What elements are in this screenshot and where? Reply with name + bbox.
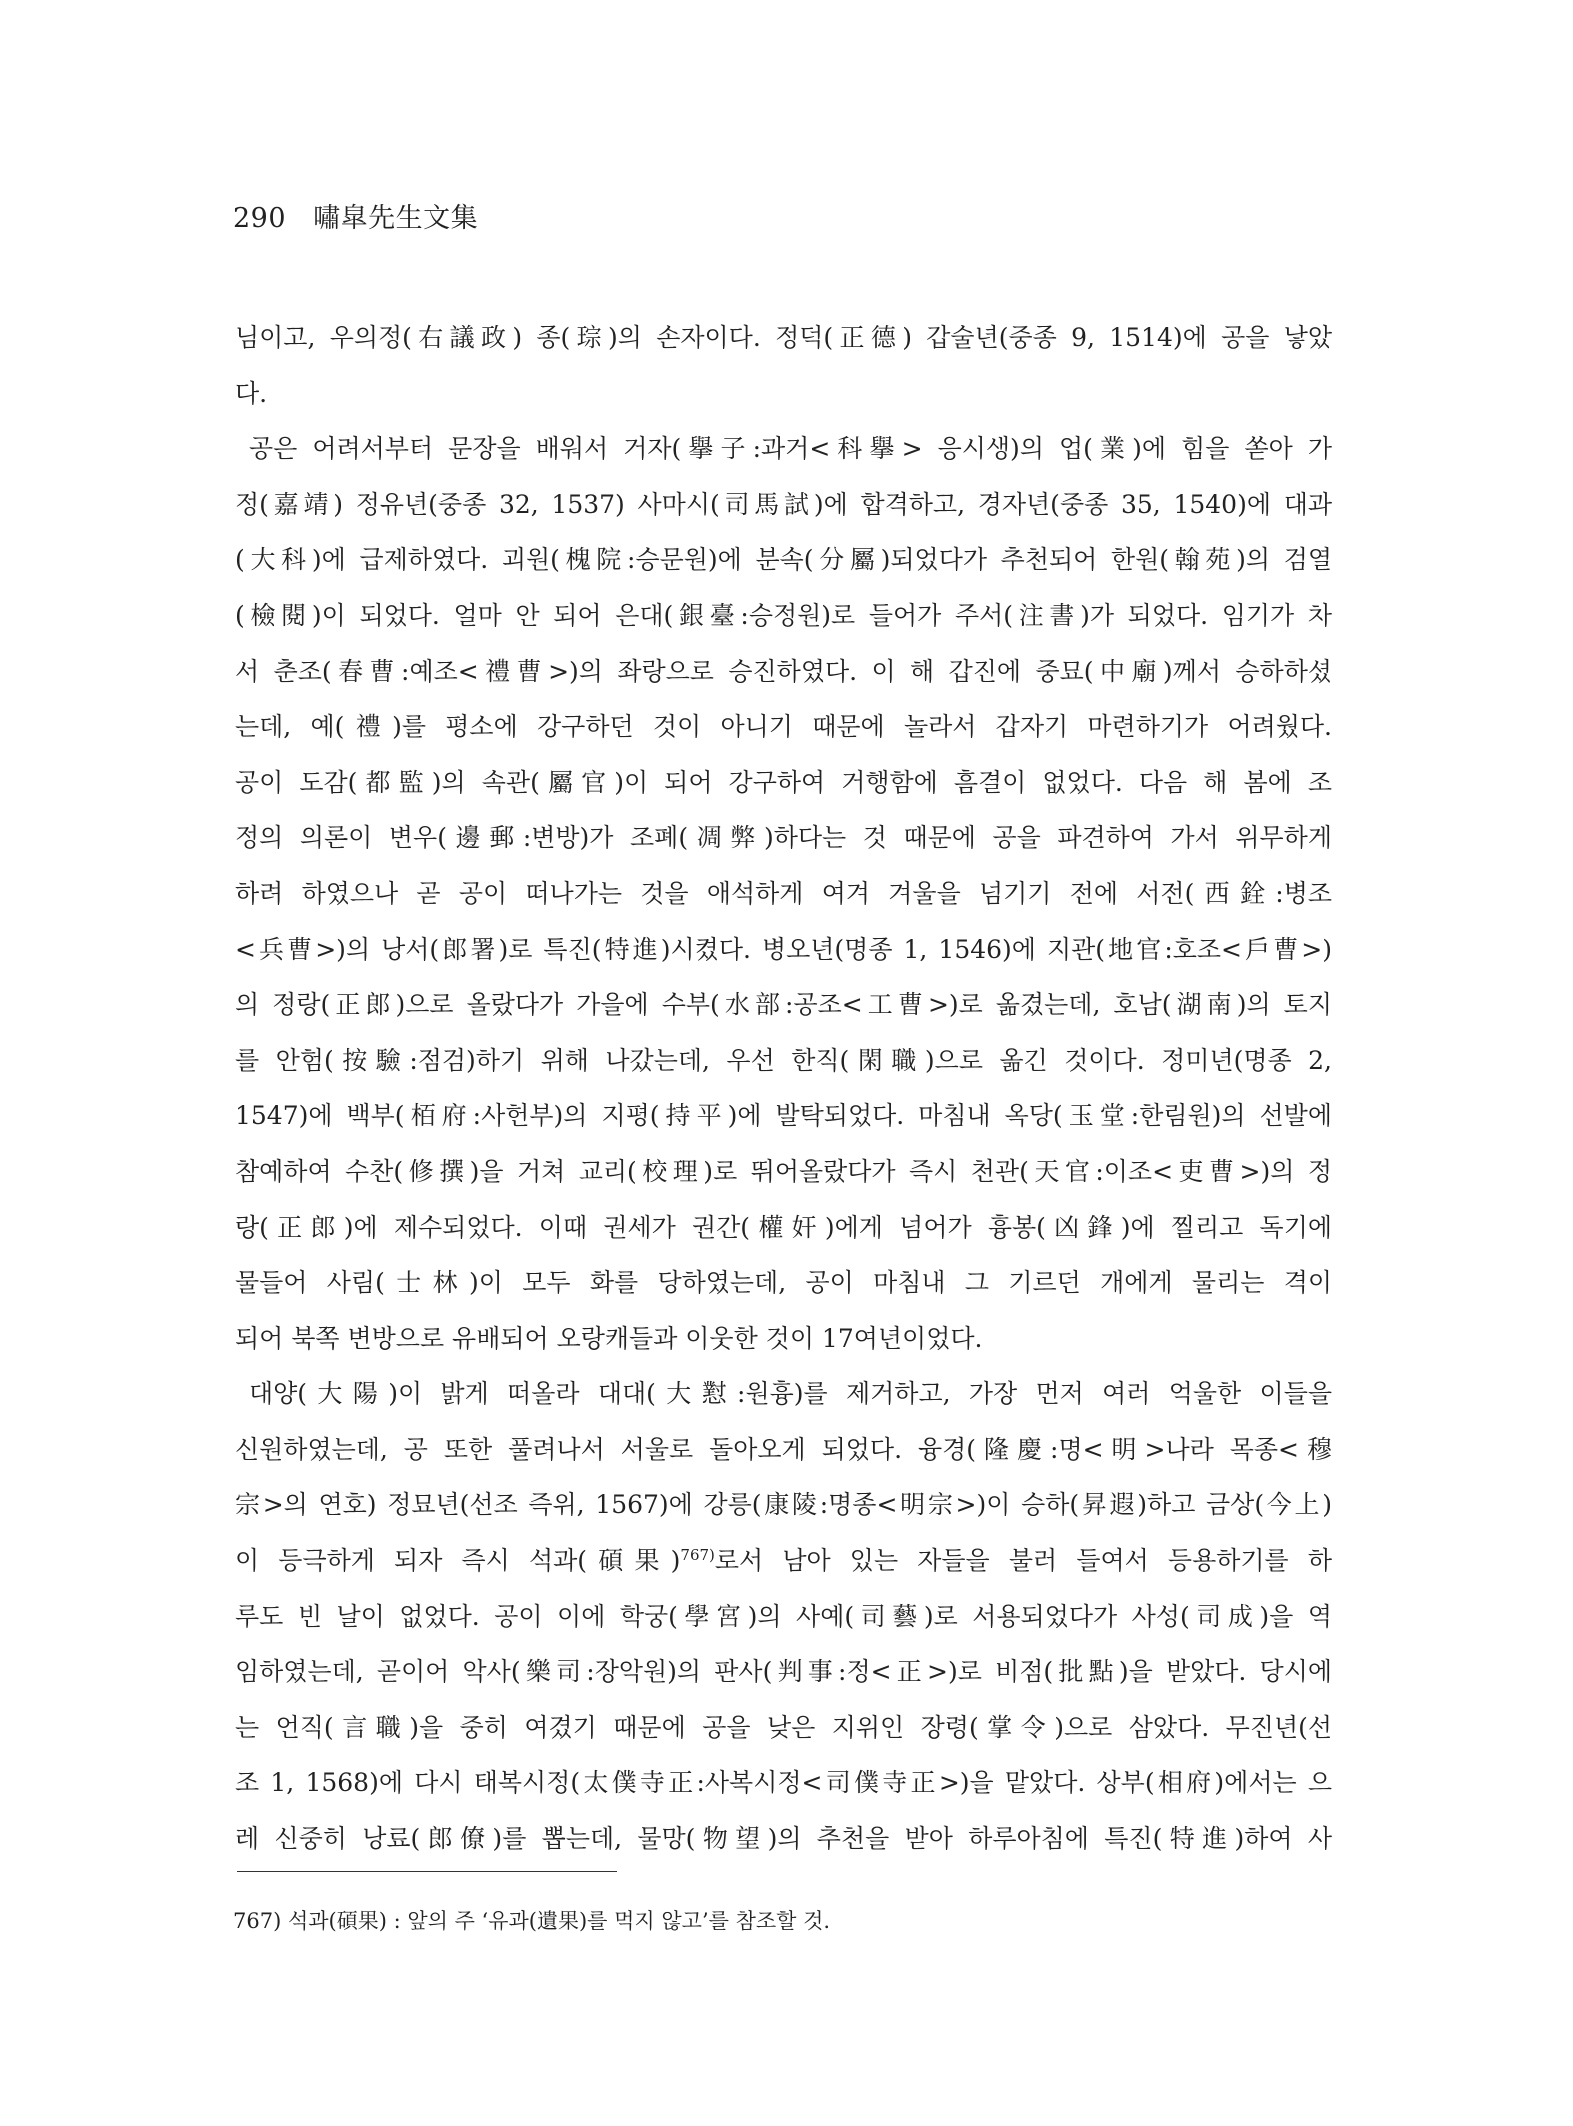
text-line: 의 정랑(正郎)으로 올랐다가 가을에 수부(水部:공조<工曹>)로 옮겼는데, 호남(湖南)의 토지 xyxy=(235,990,1332,1020)
text-line: 조 1, 1568)에 다시 태복시정(太僕寺正:사복시정<司僕寺正>)을 맡았다. 상부(相府)에서는 으 xyxy=(235,1768,1332,1798)
text-line: 공이 도감(都監)의 속관(屬官)이 되어 강구하여 거행함에 흠결이 없었다. 다음 해 봄에 조 xyxy=(235,767,1332,797)
text-line: 서 춘조(春曹:예조<禮曹>)의 좌랑으로 승진하였다. 이 해 갑진에 중묘(中廟)께서 승하하셨 xyxy=(235,656,1332,686)
text-line: 는 언직(言職)을 중히 여겼기 때문에 공을 낮은 지위인 장령(掌令)으로 삼았다. 무진년(선 xyxy=(235,1712,1332,1742)
running-header xyxy=(233,196,478,235)
footnote-divider xyxy=(237,1871,617,1872)
text-line: 랑(正郎)에 제수되었다. 이때 권세가 권간(權奸)에게 넘어가 흉봉(凶鋒)에 찔리고 독기에 xyxy=(235,1212,1332,1242)
paragraph-first-line: 대양(大陽)이 밝게 떠올라 대대(大懟:원흉)를 제거하고, 가장 먼저 여러 억울한 이들을 xyxy=(249,1379,1332,1409)
text-line: (大科)에 급제하였다. 괴원(槐院:승문원)에 분속(分屬)되었다가 추천되어 한원(翰苑)의 검열 xyxy=(235,545,1332,575)
text-line: 임하였는데, 곧이어 악사(樂司:장악원)의 판사(判事:정<正>)로 비점(批點)을 받았다. 당시에 xyxy=(235,1657,1332,1687)
text-line: 되어 북쪽 변방으로 유배되어 오랑캐들과 이웃한 것이 17여년이었다. xyxy=(235,1323,983,1353)
text-line: 물들어 사림(士林)이 모두 화를 당하였는데, 공이 마침내 그 기르던 개에게 물리는 격이 xyxy=(235,1268,1332,1298)
text-line: 宗>의 연호) 정묘년(선조 즉위, 1567)에 강릉(康陵:명종<明宗>)이 승하(昇遐)하고 금상(今上) xyxy=(235,1490,1332,1520)
paragraph-first-line: 공은 어려서부터 문장을 배워서 거자(擧子:과거<科擧> 응시생)의 업(業)에 힘을 쏟아 가 xyxy=(249,434,1332,464)
footnote-reference[interactable]: 767) xyxy=(680,1546,715,1565)
footnote: 767) 석과(碩果) : 앞의 주 ‘유과(遺果)를 먹지 않고’를 참조할 것. xyxy=(233,1909,831,1933)
text-line: 다. xyxy=(235,378,268,408)
text-line: 루도 빈 날이 없었다. 공이 이에 학궁(學宮)의 사예(司藝)로 서용되었다가 사성(司成)을 역 xyxy=(235,1601,1332,1631)
text-line: <兵曹>)의 낭서(郎署)로 특진(特進)시켰다. 병오년(명종 1, 1546)에 지관(地官:호조<戶曹>) xyxy=(235,934,1332,964)
text-line: 하려 하였으나 곧 공이 떠나가는 것을 애석하게 여겨 겨울을 넘기기 전에 서전(西銓:병조 xyxy=(235,878,1332,908)
text-line: 정의 의론이 변우(邊郵:변방)가 조폐(凋弊)하다는 것 때문에 공을 파견하여 가서 위무하게 xyxy=(235,823,1332,853)
text-line: 님이고, 우의정(右議政) 종(琮)의 손자이다. 정덕(正德) 갑술년(중종 9, 1514)에 공을 낳았 xyxy=(235,323,1332,352)
book-title: 嘯皐先生文集 xyxy=(313,203,479,234)
text-line: 를 안험(按驗:점검)하기 위해 나갔는데, 우선 한직(閑職)으로 옮긴 것이다. 정미년(명종 2, xyxy=(235,1045,1332,1075)
page-number: 290 xyxy=(233,203,287,234)
body-text xyxy=(235,310,1332,1867)
text-segment: 이 등극하게 되자 즉시 석과(碩果) xyxy=(235,1546,681,1576)
text-line: (檢閱)이 되었다. 얼마 안 되어 은대(銀臺:승정원)로 들어가 주서(注書)가 되었다. 임기가 차 xyxy=(235,600,1332,630)
text-line-with-footnote-ref xyxy=(235,1533,1332,1589)
text-line: 1547)에 백부(栢府:사헌부)의 지평(持平)에 발탁되었다. 마침내 옥당(玉堂:한림원)의 선발에 xyxy=(235,1101,1332,1131)
text-line: 레 신중히 낭료(郎僚)를 뽑는데, 물망(物望)의 추천을 받아 하루아침에 특진(特進)하여 사 xyxy=(235,1824,1332,1854)
text-segment: 로서 남아 있는 자들을 불러 들여서 등용하기를 하 xyxy=(714,1546,1332,1576)
text-line: 신원하였는데, 공 또한 풀려나서 서울로 돌아오게 되었다. 융경(隆慶:명<明>나라 목종<穆 xyxy=(235,1434,1332,1464)
text-line: 정(嘉靖) 정유년(중종 32, 1537) 사마시(司馬試)에 합격하고, 경자년(중종 35, 1540)에 대과 xyxy=(235,489,1332,519)
text-line: 는데, 예(禮)를 평소에 강구하던 것이 아니기 때문에 놀라서 갑자기 마련하기가 어려웠다. xyxy=(235,712,1332,742)
text-line: 참예하여 수찬(修撰)을 거쳐 교리(校理)로 뛰어올랐다가 즉시 천관(天官:이조<吏曹>)의 정 xyxy=(235,1156,1332,1186)
